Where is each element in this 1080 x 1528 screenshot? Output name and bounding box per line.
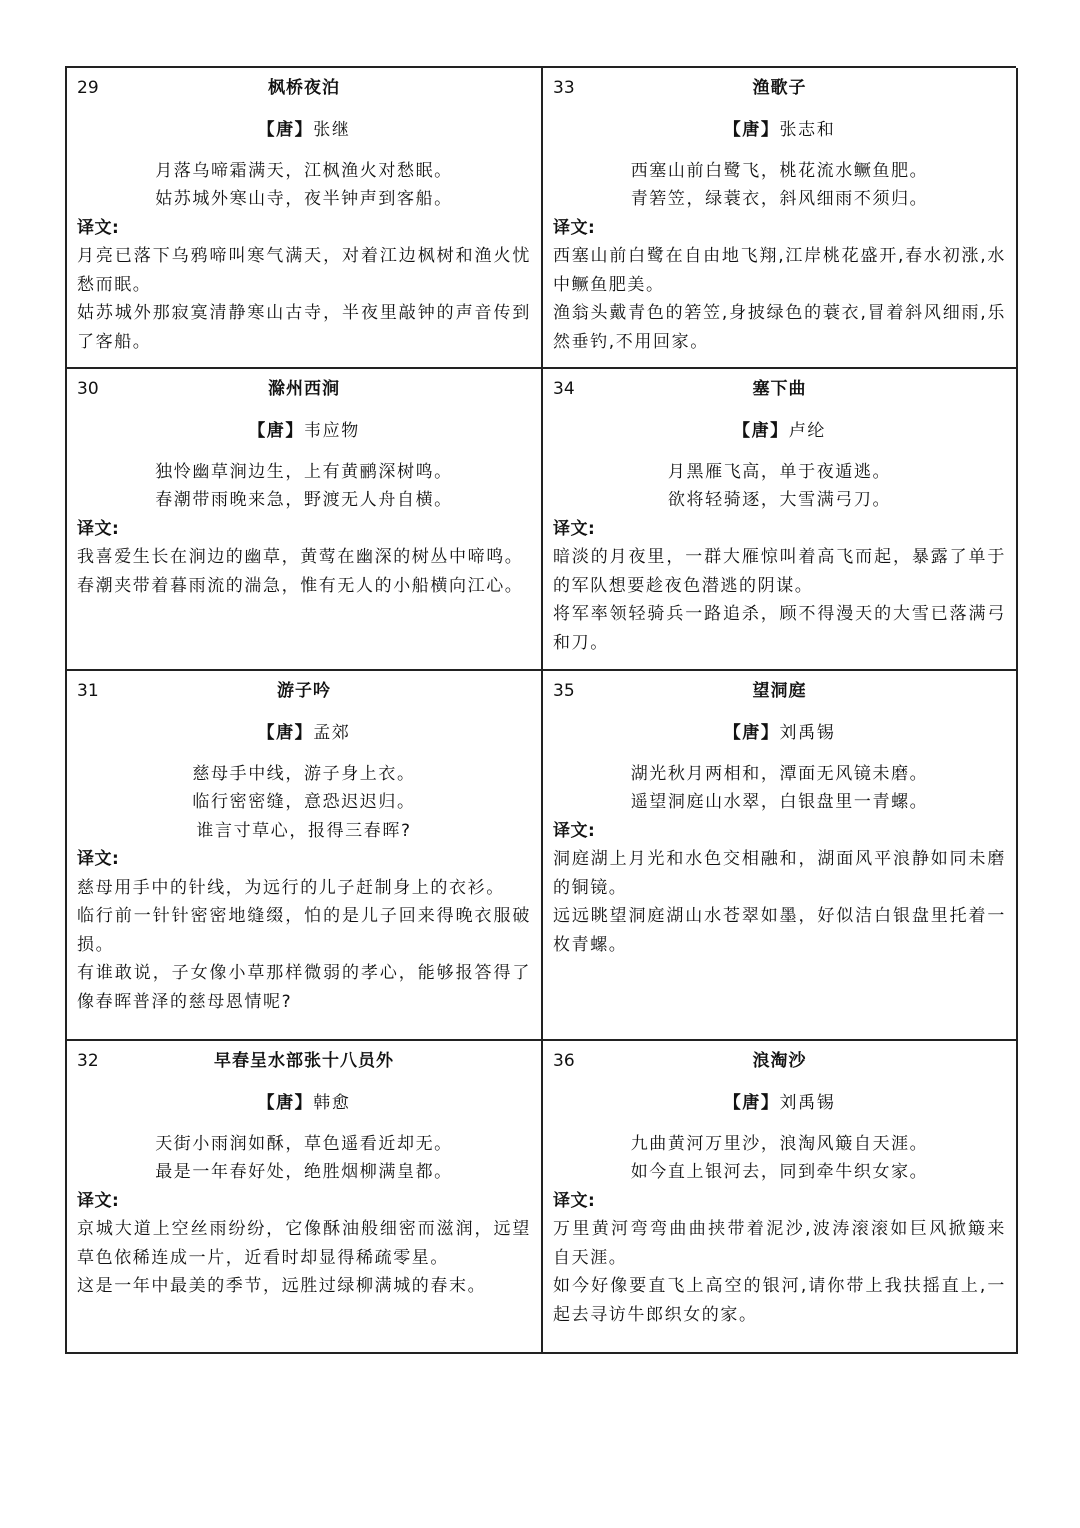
poem-author: 孟郊 <box>313 723 351 743</box>
poem-dynasty: 【唐】 <box>723 1093 780 1113</box>
poem-dynasty: 【唐】 <box>257 120 314 140</box>
poem-cell-34 <box>543 369 1018 671</box>
translation-paragraph: 如今好像要直飞上高空的银河,请你带上我扶摇直上,一起去寻访牛郎织女的家。 <box>553 1276 1006 1325</box>
poem-author: 刘禹锡 <box>779 1093 836 1113</box>
translation-paragraph: 月亮已落下乌鸦啼叫寒气满天，对着江边枫树和渔火忧愁而眠。 <box>77 246 531 295</box>
verse-line: 姑苏城外寒山寺，夜半钟声到客船。 <box>155 189 453 209</box>
poem-cell-35 <box>543 671 1018 1041</box>
poem-header <box>553 375 1006 403</box>
poem-title: 浪淘沙 <box>752 1051 807 1071</box>
verse-line: 春潮带雨晚来急，野渡无人舟自横。 <box>155 490 453 510</box>
poem-number: 33 <box>553 78 575 98</box>
verse-line: 最是一年春好处，绝胜烟柳满皇都。 <box>155 1162 453 1182</box>
poem-header <box>553 677 1006 705</box>
poem-cell-36 <box>543 1041 1018 1354</box>
translation-label: 译文: <box>553 1190 596 1211</box>
translation-text <box>553 845 1006 959</box>
translation-label: 译文: <box>77 1190 120 1211</box>
translation-paragraph: 暗淡的月夜里，一群大雁惊叫着高飞而起，暴露了单于的军队想要趁夜色潜逃的阴谋。 <box>553 547 1006 596</box>
translation-paragraph: 西塞山前白鹭在自由地飞翔,江岸桃花盛开,春水初涨,水中鳜鱼肥美。 <box>553 246 1006 295</box>
translation-label: 译文: <box>553 518 596 539</box>
verse-line: 青箬笠，绿蓑衣，斜风细雨不须归。 <box>630 189 929 209</box>
poem-author-line <box>77 116 531 145</box>
poem-author-line <box>77 1089 531 1118</box>
verse-line: 月黑雁飞高，单于夜遁逃。 <box>667 461 892 482</box>
translation-paragraph: 我喜爱生长在涧边的幽草，黄莺在幽深的树丛中啼鸣。 <box>77 547 524 567</box>
poem-verses <box>77 458 531 515</box>
poem-author-line <box>553 417 1006 446</box>
poem-header <box>77 677 531 705</box>
poem-verses <box>77 1130 531 1187</box>
poem-title: 望洞庭 <box>752 681 807 701</box>
translation-text <box>553 543 1006 657</box>
poem-author-line <box>553 1089 1006 1118</box>
poem-author: 韩愈 <box>313 1093 351 1113</box>
translation-label: 译文: <box>77 849 120 869</box>
poem-cell-33 <box>543 68 1018 369</box>
verse-line: 临行密密缝，意恐迟迟归。 <box>192 792 416 812</box>
poem-dynasty: 【唐】 <box>732 421 789 441</box>
poem-number: 34 <box>553 379 575 399</box>
poem-number: 32 <box>77 1051 99 1071</box>
poem-number: 31 <box>77 681 99 701</box>
verse-line: 欲将轻骑逐，大雪满弓刀。 <box>667 490 892 510</box>
translation-label: 译文: <box>553 820 596 841</box>
translation-text <box>77 1215 531 1301</box>
verse-line: 九曲黄河万里沙，浪淘风簸自天涯。 <box>630 1133 929 1154</box>
poem-author-line <box>553 116 1006 145</box>
poem-dynasty: 【唐】 <box>257 1093 314 1113</box>
translation-paragraph: 洞庭湖上月光和水色交相融和，湖面风平浪静如同未磨的铜镜。 <box>553 849 1006 898</box>
translation-paragraph: 京城大道上空丝雨纷纷，它像酥油般细密而滋润，远望草色依稀连成一片，近看时却显得稀疏零星。 <box>77 1219 531 1268</box>
translation-paragraph: 万里黄河弯弯曲曲挟带着泥沙,波涛滚滚如巨风掀簸来自天涯。 <box>553 1219 1006 1268</box>
poem-header <box>553 1047 1006 1075</box>
poem-author: 张志和 <box>779 120 836 140</box>
translation-paragraph: 春潮夹带着暮雨流的湍急，惟有无人的小船横向江心。 <box>77 575 524 596</box>
translation-label: 译文: <box>553 217 596 238</box>
poem-table <box>65 66 1016 1354</box>
translation-paragraph: 姑苏城外那寂寞清静寒山古寺，半夜里敲钟的声音传到了客船。 <box>77 303 531 352</box>
translation-paragraph: 远远眺望洞庭湖山水苍翠如墨，好似洁白银盘里托着一枚青螺。 <box>553 906 1006 955</box>
poem-verses <box>553 157 1006 214</box>
translation-text <box>553 1215 1006 1329</box>
poem-author: 韦应物 <box>304 421 360 441</box>
verse-line: 月落乌啼霜满天，江枫渔火对愁眠。 <box>155 160 453 181</box>
verse-line: 谁言寸草心，报得三春晖? <box>196 820 412 841</box>
poem-number: 29 <box>77 78 99 98</box>
poem-verses <box>77 157 531 214</box>
translation-paragraph: 将军率领轻骑兵一路追杀，顾不得漫天的大雪已落满弓和刀。 <box>553 604 1006 653</box>
poem-author-line <box>553 719 1006 748</box>
translation-text <box>77 543 531 600</box>
poem-dynasty: 【唐】 <box>723 723 780 743</box>
poem-dynasty: 【唐】 <box>723 120 780 140</box>
translation-label: 译文: <box>77 518 120 539</box>
verse-line: 慈母手中线，游子身上衣。 <box>192 763 416 784</box>
poem-header <box>77 375 531 403</box>
translation-paragraph: 这是一年中最美的季节，远胜过绿柳满城的春末。 <box>77 1276 487 1296</box>
poem-title: 游子吟 <box>277 681 331 701</box>
poem-author-line <box>77 719 531 748</box>
poem-dynasty: 【唐】 <box>257 723 314 743</box>
poem-cell-32 <box>67 1041 543 1354</box>
poem-cell-31 <box>67 671 543 1041</box>
poem-number: 36 <box>553 1051 575 1071</box>
poem-verses <box>553 1130 1006 1187</box>
poem-title: 枫桥夜泊 <box>268 78 340 98</box>
poem-author: 张继 <box>313 120 351 140</box>
verse-line: 如今直上银河去，同到牵牛织女家。 <box>630 1162 929 1182</box>
poem-title: 塞下曲 <box>752 379 807 399</box>
verse-line: 独怜幽草涧边生，上有黄鹂深树鸣。 <box>155 461 453 482</box>
translation-text <box>77 874 531 1017</box>
poem-cell-29 <box>67 68 543 369</box>
poem-author: 刘禹锡 <box>779 723 836 743</box>
poem-title: 滁州西涧 <box>268 379 340 399</box>
poem-header <box>553 74 1006 102</box>
poem-title: 渔歌子 <box>752 78 807 98</box>
poem-verses <box>77 760 531 846</box>
poem-cell-30 <box>67 369 543 671</box>
poem-title: 早春呈水部张十八员外 <box>214 1051 394 1071</box>
verse-line: 西塞山前白鹭飞，桃花流水鳜鱼肥。 <box>630 160 929 181</box>
poem-verses <box>553 760 1006 817</box>
verse-line: 天街小雨润如酥，草色遥看近却无。 <box>155 1133 453 1154</box>
poem-number: 35 <box>553 681 575 701</box>
poem-author-line <box>77 417 531 446</box>
verse-line: 遥望洞庭山水翠，白银盘里一青螺。 <box>630 792 929 812</box>
translation-paragraph: 慈母用手中的针线，为远行的儿子赶制身上的衣衫。 <box>77 877 505 898</box>
verse-line: 湖光秋月两相和，潭面无风镜未磨。 <box>630 763 929 784</box>
poem-dynasty: 【唐】 <box>248 421 304 441</box>
translation-paragraph: 有谁敢说，子女像小草那样微弱的孝心，能够报答得了像春晖普泽的慈母恩情呢? <box>77 963 531 1012</box>
translation-paragraph: 临行前一针针密密地缝缀，怕的是儿子回来得晚衣服破损。 <box>77 906 531 955</box>
translation-text <box>77 242 531 356</box>
poem-number: 30 <box>77 379 99 399</box>
poem-header <box>77 74 531 102</box>
poem-header <box>77 1047 531 1075</box>
translation-paragraph: 渔翁头戴青色的箬笠,身披绿色的蓑衣,冒着斜风细雨,乐然垂钓,不用回家。 <box>553 303 1006 352</box>
translation-text <box>553 242 1006 356</box>
poem-author: 卢纶 <box>788 421 826 441</box>
poem-verses <box>553 458 1006 515</box>
translation-label: 译文: <box>77 217 120 238</box>
